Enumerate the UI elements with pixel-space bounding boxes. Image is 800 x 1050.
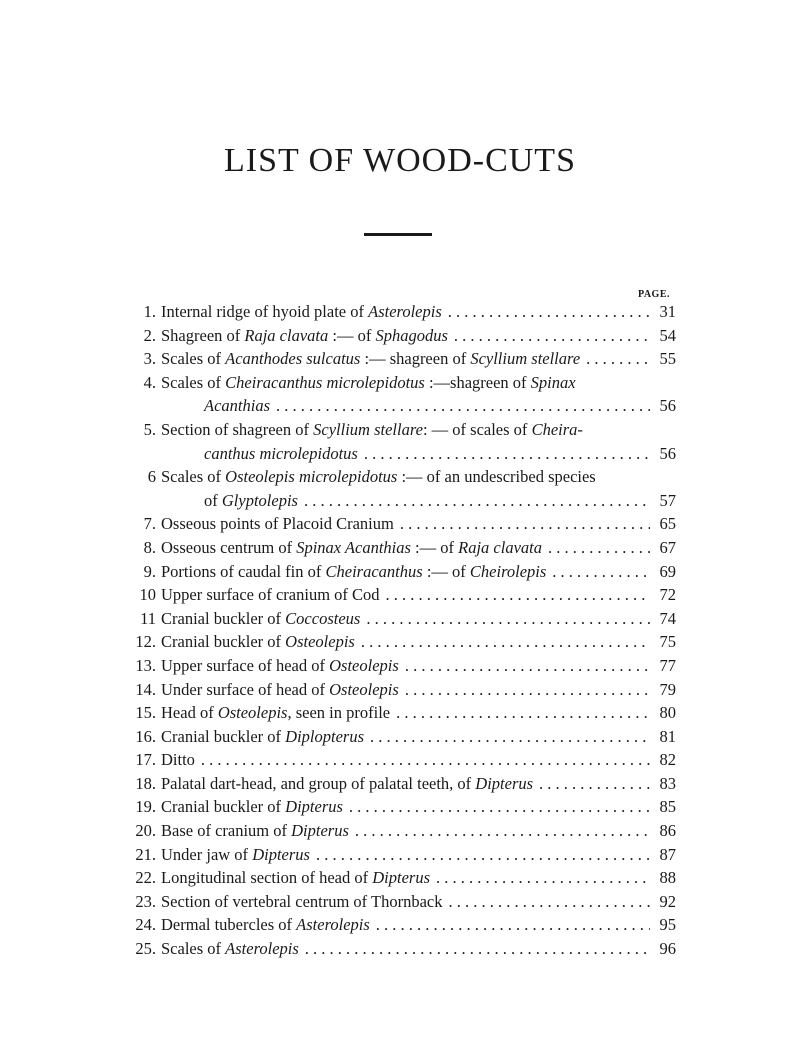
entry-line bbox=[128, 442, 676, 466]
list-entry bbox=[128, 678, 676, 702]
entry-text-part: Scales of bbox=[161, 467, 226, 487]
dot-leaders bbox=[396, 701, 650, 725]
entry-text bbox=[156, 630, 355, 654]
entry-text-part: Cranial buckler of bbox=[161, 797, 286, 817]
entry-text-part: Ditto bbox=[161, 750, 195, 770]
entry-text-italic: Cheirolepis bbox=[469, 561, 547, 581]
entry-text-italic: Asterolepis bbox=[296, 915, 370, 935]
entry-text-part: :— of bbox=[410, 537, 459, 557]
entry-line bbox=[128, 725, 676, 749]
entry-text-italic: Cheira- bbox=[531, 419, 583, 439]
entry-text bbox=[156, 701, 390, 725]
dot-leaders bbox=[448, 300, 650, 324]
list-entry bbox=[128, 913, 676, 937]
entry-line bbox=[128, 536, 676, 560]
entry-number: 24. bbox=[135, 915, 156, 935]
entry-number: 3. bbox=[143, 349, 156, 369]
entry-text-italic: Sphagodus bbox=[375, 325, 448, 345]
dot-leaders bbox=[539, 772, 650, 796]
entry-number: 23. bbox=[135, 891, 156, 911]
entry-text-italic: Scyllium stellare bbox=[470, 349, 581, 369]
entry-line bbox=[128, 465, 676, 489]
dot-leaders bbox=[405, 654, 650, 678]
page-column-header: PAGE. bbox=[637, 289, 670, 300]
entry-number: 16. bbox=[135, 726, 156, 746]
entry-text bbox=[156, 607, 360, 631]
list-entry bbox=[128, 347, 676, 371]
entry-line bbox=[128, 489, 676, 513]
entry-text-part: Osseous points of Placoid Cranium bbox=[161, 514, 394, 534]
entry-text-part: Dermal tubercles of bbox=[161, 915, 297, 935]
entry-text-part: Scales of bbox=[161, 349, 226, 369]
entry-number: 25. bbox=[135, 939, 156, 959]
entry-line bbox=[128, 300, 676, 324]
list-entry bbox=[128, 654, 676, 678]
entry-text-italic: canthus microlepidotus bbox=[204, 443, 358, 463]
list-entry bbox=[128, 512, 676, 536]
entry-text-italic: Dipterus bbox=[252, 844, 310, 864]
entry-number: 15. bbox=[135, 703, 156, 723]
entry-text-part: :— shagreen of bbox=[360, 349, 471, 369]
dot-leaders bbox=[436, 866, 650, 890]
entry-number: 1. bbox=[143, 302, 156, 321]
entry-line bbox=[128, 394, 676, 418]
entry-text bbox=[156, 394, 270, 418]
entry-page-number: 81 bbox=[659, 726, 676, 746]
entry-text bbox=[156, 442, 358, 466]
entry-text-italic: Cheiracanthus microlepidotus bbox=[225, 372, 425, 392]
entry-number: 13. bbox=[135, 655, 156, 675]
entry-text bbox=[156, 300, 442, 324]
entry-text-part: Section of vertebral centrum of Thornback bbox=[161, 891, 443, 911]
entry-text bbox=[156, 678, 399, 702]
entry-page-number: 56 bbox=[659, 396, 676, 416]
entry-line bbox=[128, 913, 676, 937]
entry-text-italic: Cheiracanthus bbox=[325, 561, 423, 581]
entry-text-part: Cranial buckler of bbox=[161, 726, 286, 746]
entry-page-number: 31 bbox=[659, 302, 676, 321]
entry-text-italic: Raja clavata bbox=[244, 325, 329, 345]
entry-line bbox=[128, 560, 676, 584]
entry-text bbox=[156, 866, 430, 890]
list-entry bbox=[128, 300, 676, 324]
entry-number: 18. bbox=[135, 773, 156, 793]
dot-leaders bbox=[454, 324, 650, 348]
entry-text-part: Under jaw of bbox=[161, 844, 253, 864]
entry-text bbox=[156, 725, 364, 749]
list-entry bbox=[128, 560, 676, 584]
entry-page-number: 87 bbox=[659, 844, 676, 864]
entry-text-part: Cranial buckler of bbox=[161, 632, 286, 652]
entry-text bbox=[156, 843, 310, 867]
entry-line bbox=[128, 347, 676, 371]
dot-leaders bbox=[552, 560, 650, 584]
entry-text-part: Portions of caudal fin of bbox=[161, 561, 326, 581]
entry-number: 4. bbox=[143, 372, 156, 392]
entry-line bbox=[128, 630, 676, 654]
dot-leaders bbox=[201, 748, 650, 772]
entry-number: 2. bbox=[143, 325, 156, 345]
entry-text bbox=[156, 560, 546, 584]
entry-line bbox=[128, 937, 676, 961]
entry-text bbox=[156, 748, 195, 772]
entry-line bbox=[128, 866, 676, 890]
list-entry bbox=[128, 890, 676, 914]
dot-leaders bbox=[355, 819, 650, 843]
entry-text-italic: Acanthodes sulcatus bbox=[225, 349, 361, 369]
entry-page-number: 74 bbox=[659, 608, 676, 628]
entry-number: 8. bbox=[143, 537, 156, 557]
entry-number: 9. bbox=[143, 561, 156, 581]
entry-number: 5. bbox=[143, 419, 156, 439]
dot-leaders bbox=[349, 795, 650, 819]
entry-text-italic: Dipterus bbox=[291, 821, 349, 841]
entry-page-number: 83 bbox=[659, 773, 676, 793]
entry-line bbox=[128, 607, 676, 631]
entry-text-italic: Osteolepis microlepidotus bbox=[225, 467, 398, 487]
entry-text bbox=[156, 371, 576, 395]
entry-text-part: : — of scales of bbox=[422, 419, 532, 439]
entry-text-part: Scales of bbox=[161, 372, 226, 392]
list-entry bbox=[128, 772, 676, 796]
entry-text bbox=[156, 890, 442, 914]
entry-text bbox=[156, 795, 343, 819]
entry-text bbox=[156, 937, 299, 961]
dot-leaders bbox=[586, 347, 650, 371]
entry-line bbox=[128, 701, 676, 725]
entry-number: 12. bbox=[135, 632, 156, 652]
entry-text-italic: Dipterus bbox=[285, 797, 343, 817]
list-entry bbox=[128, 866, 676, 890]
list-entry bbox=[128, 371, 676, 418]
dot-leaders bbox=[304, 489, 650, 513]
entry-text-part: :— of bbox=[328, 325, 376, 345]
entry-text bbox=[156, 583, 380, 607]
entry-line bbox=[128, 512, 676, 536]
page-title: LIST OF WOOD-CUTS bbox=[224, 142, 576, 179]
entry-line bbox=[128, 748, 676, 772]
entry-text bbox=[156, 654, 399, 678]
entry-number: 21. bbox=[135, 844, 156, 864]
entry-text bbox=[156, 418, 583, 442]
entry-text-part: Longitudinal section of head of bbox=[161, 868, 373, 888]
entry-page-number: 56 bbox=[659, 443, 676, 463]
entry-page-number: 75 bbox=[659, 632, 676, 652]
list-entry bbox=[128, 725, 676, 749]
entry-text-part: :—shagreen of bbox=[424, 372, 531, 392]
dot-leaders bbox=[448, 890, 650, 914]
entry-text-italic: Scyllium stellare bbox=[313, 419, 423, 439]
entry-text-part: :— of bbox=[422, 561, 470, 581]
entry-text-part: Head of bbox=[161, 703, 218, 723]
dot-leaders bbox=[276, 394, 650, 418]
entry-page-number: 54 bbox=[659, 325, 676, 345]
dot-leaders bbox=[366, 607, 650, 631]
dot-leaders bbox=[405, 678, 650, 702]
entry-line bbox=[128, 795, 676, 819]
entry-text-italic: Diplopterus bbox=[285, 726, 365, 746]
entry-text-part: , seen in profile bbox=[287, 703, 391, 723]
entry-text-italic: Acanthias bbox=[204, 396, 270, 416]
entry-page-number: 95 bbox=[659, 915, 676, 935]
list-entry bbox=[128, 843, 676, 867]
entry-text-italic: Spinax bbox=[530, 372, 576, 392]
entry-page-number: 96 bbox=[659, 939, 676, 959]
entry-number: 6 bbox=[147, 467, 156, 487]
entry-number: 14. bbox=[135, 679, 156, 699]
entry-text-part: Internal ridge of hyoid plate of bbox=[161, 302, 369, 321]
wood-cuts-list bbox=[128, 300, 676, 961]
entry-text-italic: Osteolepis bbox=[329, 679, 399, 699]
entry-text-part: Section of shagreen of bbox=[161, 419, 314, 439]
entry-text-italic: Coccosteus bbox=[285, 608, 361, 628]
entry-page-number: 65 bbox=[659, 514, 676, 534]
entry-line bbox=[128, 843, 676, 867]
entry-text-italic: Osteolepis bbox=[217, 703, 288, 723]
list-entry bbox=[128, 937, 676, 961]
entry-line bbox=[128, 819, 676, 843]
entry-text bbox=[156, 772, 533, 796]
entry-text-italic: Glyptolepis bbox=[221, 490, 298, 510]
list-entry bbox=[128, 465, 676, 512]
entry-number: 10 bbox=[139, 585, 156, 605]
entry-line bbox=[128, 678, 676, 702]
entry-number: 17. bbox=[135, 750, 156, 770]
entry-text-italic: Raja clavata bbox=[458, 537, 542, 557]
entry-text-part: Shagreen of bbox=[161, 325, 245, 345]
list-entry bbox=[128, 583, 676, 607]
entry-page-number: 88 bbox=[659, 868, 676, 888]
list-entry bbox=[128, 701, 676, 725]
entry-line bbox=[128, 371, 676, 395]
entry-text-italic: Dipterus bbox=[372, 868, 430, 888]
entry-text bbox=[156, 512, 394, 536]
entry-page-number: 55 bbox=[659, 349, 676, 369]
entry-line bbox=[128, 583, 676, 607]
list-entry bbox=[128, 418, 676, 465]
entry-text-part: Palatal dart-head, and group of palatal teeth, of bbox=[161, 773, 476, 793]
entry-text-italic: Asterolepis bbox=[225, 939, 299, 959]
title-rule bbox=[364, 233, 432, 236]
entry-text-part: of bbox=[204, 490, 222, 510]
entry-text-part: Cranial buckler of bbox=[161, 608, 286, 628]
list-entry bbox=[128, 795, 676, 819]
dot-leaders bbox=[316, 843, 650, 867]
entry-page-number: 67 bbox=[659, 537, 676, 557]
entry-line bbox=[128, 772, 676, 796]
entry-page-number: 57 bbox=[659, 490, 676, 510]
list-entry bbox=[128, 630, 676, 654]
entry-page-number: 92 bbox=[659, 891, 676, 911]
entry-text-part: Base of cranium of bbox=[161, 821, 292, 841]
list-entry bbox=[128, 607, 676, 631]
entry-page-number: 69 bbox=[659, 561, 676, 581]
entry-text-italic: Osteolepis bbox=[329, 655, 399, 675]
dot-leaders bbox=[370, 725, 650, 749]
entry-number: 22. bbox=[135, 868, 156, 888]
entry-text-italic: Spinax Acanthias bbox=[296, 537, 411, 557]
entry-page-number: 80 bbox=[659, 703, 676, 723]
entry-text-part: Upper surface of cranium of Cod bbox=[161, 585, 380, 605]
entry-text bbox=[156, 324, 448, 348]
list-entry bbox=[128, 536, 676, 560]
dot-leaders bbox=[361, 630, 650, 654]
entry-text bbox=[156, 819, 349, 843]
dot-leaders bbox=[376, 913, 650, 937]
entry-text bbox=[156, 489, 298, 513]
entry-text-italic: Asterolepis bbox=[368, 302, 442, 321]
entry-number: 20. bbox=[135, 821, 156, 841]
list-entry bbox=[128, 324, 676, 348]
dot-leaders bbox=[400, 512, 650, 536]
entry-line bbox=[128, 654, 676, 678]
entry-line bbox=[128, 324, 676, 348]
entry-text-part: Scales of bbox=[161, 939, 226, 959]
entry-page-number: 82 bbox=[659, 750, 676, 770]
dot-leaders bbox=[364, 442, 650, 466]
list-entry bbox=[128, 819, 676, 843]
entry-page-number: 85 bbox=[659, 797, 676, 817]
entry-text bbox=[156, 347, 580, 371]
entry-text-part: Upper surface of head of bbox=[161, 655, 330, 675]
entry-text-italic: Osteolepis bbox=[285, 632, 355, 652]
entry-text bbox=[156, 465, 596, 489]
entry-page-number: 86 bbox=[659, 821, 676, 841]
entry-line bbox=[128, 890, 676, 914]
entry-number: 19. bbox=[135, 797, 156, 817]
entry-number: 11 bbox=[140, 608, 156, 628]
entry-text bbox=[156, 913, 370, 937]
dot-leaders bbox=[386, 583, 650, 607]
entry-text-part: Under surface of head of bbox=[161, 679, 330, 699]
dot-leaders bbox=[305, 937, 650, 961]
entry-page-number: 77 bbox=[659, 655, 676, 675]
entry-page-number: 79 bbox=[659, 679, 676, 699]
entry-text-part: Osseous centrum of bbox=[161, 537, 297, 557]
list-entry bbox=[128, 748, 676, 772]
entry-line bbox=[128, 418, 676, 442]
entry-number: 7. bbox=[143, 514, 156, 534]
dot-leaders bbox=[548, 536, 650, 560]
entry-page-number: 72 bbox=[659, 585, 676, 605]
entry-text bbox=[156, 536, 542, 560]
entry-text-italic: Dipterus bbox=[475, 773, 534, 793]
entry-text-part: :— of an undescribed species bbox=[397, 467, 596, 487]
